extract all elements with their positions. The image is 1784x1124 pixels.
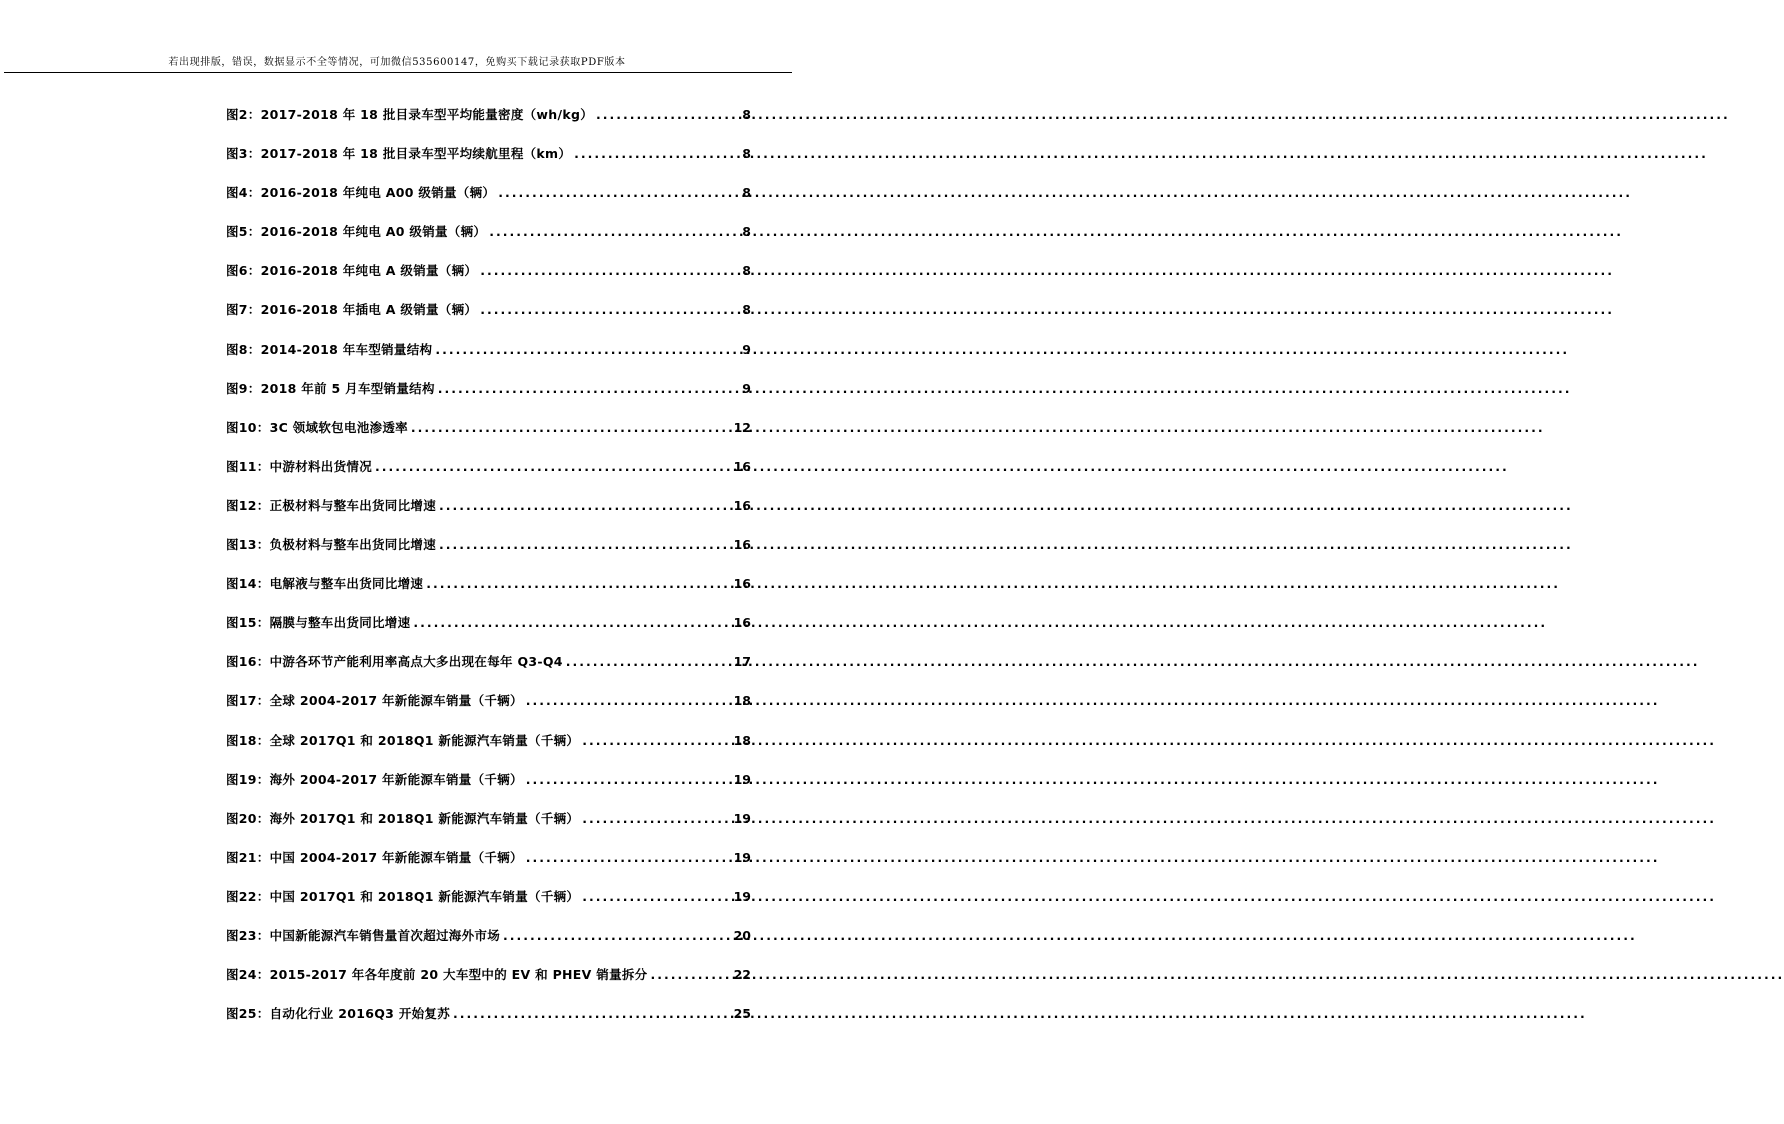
toc-entry-page: 19: [733, 849, 751, 865]
toc-entry-page: 20: [733, 927, 751, 943]
toc-entry[interactable]: [226, 183, 751, 222]
toc-entry-label: 图7：2016-2018 年插电 A 级销量（辆）: [226, 302, 478, 318]
toc-entry[interactable]: [226, 770, 751, 809]
toc-entry[interactable]: [226, 340, 751, 379]
toc-dot-leader: [582, 731, 730, 751]
toc-dot-leader: [582, 887, 730, 907]
toc-entry-page: 8: [742, 263, 751, 279]
toc-entry[interactable]: [226, 848, 751, 887]
toc-entry[interactable]: [226, 1004, 751, 1043]
toc-entry-label: 图10：3C 领域软包电池渗透率: [226, 419, 408, 435]
toc-dot-leader: [526, 691, 731, 711]
toc-dot-leader: [413, 613, 730, 633]
toc-entry-label: 图20：海外 2017Q1 和 2018Q1 新能源汽车销量（千辆）: [226, 810, 580, 826]
toc-entry-page: 16: [733, 615, 751, 631]
toc-entry-label: 图3：2017-2018 年 18 批目录车型平均续航里程（km）: [226, 146, 572, 162]
toc-entry-page: 16: [733, 537, 751, 553]
toc-entry-label: 图18：全球 2017Q1 和 2018Q1 新能源汽车销量（千辆）: [226, 732, 580, 748]
toc-dot-leader: [426, 574, 730, 594]
toc-dot-leader: [574, 144, 739, 164]
toc-entry-label: 图25：自动化行业 2016Q3 开始复苏: [226, 1006, 451, 1022]
table-of-figures: [226, 105, 751, 1043]
toc-dot-leader: [596, 105, 739, 125]
toc-entry[interactable]: [226, 105, 751, 144]
toc-entry-page: 9: [742, 380, 751, 396]
toc-entry-page: 8: [742, 302, 751, 318]
toc-entry[interactable]: [226, 691, 751, 730]
toc-entry[interactable]: [226, 926, 751, 965]
toc-entry-label: 图4：2016-2018 年纯电 A00 级销量（辆）: [226, 185, 496, 201]
toc-entry[interactable]: [226, 731, 751, 770]
toc-entry-label: 图13：负极材料与整车出货同比增速: [226, 537, 436, 553]
toc-entry-label: 图24：2015-2017 年各年度前 20 大车型中的 EV 和 PHEV 销量拆分: [226, 967, 648, 983]
toc-dot-leader: [489, 222, 739, 242]
toc-entry[interactable]: [226, 379, 751, 418]
toc-entry-label: 图15：隔膜与整车出货同比增速: [226, 615, 411, 631]
toc-entry-page: 19: [733, 771, 751, 787]
header-notice: 若出现排版，错误，数据显示不全等情况，可加微信535600147，免购买下载记录获取PDF版本: [168, 57, 626, 68]
toc-entry-page: 8: [742, 185, 751, 201]
toc-entry-label: 图2：2017-2018 年 18 批目录车型平均能量密度（wh/kg）: [226, 107, 593, 122]
toc-entry[interactable]: [226, 535, 751, 574]
toc-entry-page: 8: [742, 224, 751, 240]
toc-dot-leader: [439, 496, 731, 516]
toc-entry-page: 18: [733, 693, 751, 709]
toc-entry-label: 图11：中游材料出货情况: [226, 458, 372, 474]
toc-dot-leader: [526, 848, 731, 868]
toc-entry[interactable]: [226, 144, 751, 183]
toc-entry[interactable]: [226, 496, 751, 535]
toc-entry-page: 16: [733, 458, 751, 474]
toc-entry-label: 图22：中国 2017Q1 和 2018Q1 新能源汽车销量（千辆）: [226, 888, 580, 904]
toc-entry-label: 图6：2016-2018 年纯电 A 级销量（辆）: [226, 263, 478, 279]
toc-dot-leader: [582, 809, 730, 829]
toc-entry[interactable]: [226, 652, 751, 691]
toc-entry-label: 图12：正极材料与整车出货同比增速: [226, 497, 436, 513]
toc-entry-label: 图5：2016-2018 年纯电 A0 级销量（辆）: [226, 224, 487, 240]
toc-entry-page: 8: [742, 107, 751, 122]
toc-entry-page: 22: [733, 967, 751, 983]
toc-entry-label: 图17：全球 2004-2017 年新能源车销量（千辆）: [226, 693, 523, 709]
toc-entry-page: 8: [742, 146, 751, 162]
toc-dot-leader: [375, 457, 731, 477]
toc-dot-leader: [498, 183, 739, 203]
toc-entry-label: 图16：中游各环节产能利用率高点大多出现在每年 Q3-Q4: [226, 654, 563, 670]
toc-entry-label: 图23：中国新能源汽车销售量首次超过海外市场: [226, 927, 500, 943]
toc-entry[interactable]: [226, 418, 751, 457]
toc-entry[interactable]: [226, 574, 751, 613]
toc-entry-label: 图14：电解液与整车出货同比增速: [226, 576, 424, 592]
toc-entry-page: 18: [733, 732, 751, 748]
toc-entry[interactable]: [226, 261, 751, 300]
toc-entry-page: 19: [733, 888, 751, 904]
toc-dot-leader: [503, 926, 731, 946]
toc-dot-leader: [411, 418, 731, 438]
toc-entry-page: 9: [742, 341, 751, 357]
toc-entry[interactable]: [226, 809, 751, 848]
toc-entry-page: 16: [733, 497, 751, 513]
toc-entry-page: 12: [733, 419, 751, 435]
toc-entry-page: 25: [733, 1006, 751, 1022]
toc-entry[interactable]: [226, 887, 751, 926]
toc-entry[interactable]: [226, 222, 751, 261]
toc-dot-leader: [439, 535, 731, 555]
toc-entry[interactable]: [226, 613, 751, 652]
header-divider: [4, 72, 792, 73]
toc-entry-label: 图19：海外 2004-2017 年新能源车销量（千辆）: [226, 771, 523, 787]
toc-entry[interactable]: [226, 457, 751, 496]
toc-dot-leader: [438, 379, 740, 399]
toc-dot-leader: [435, 340, 739, 360]
toc-entry-label: 图8：2014-2018 年车型销量结构: [226, 341, 433, 357]
toc-dot-leader: [526, 770, 731, 790]
toc-entry-page: 19: [733, 810, 751, 826]
toc-dot-leader: [480, 261, 739, 281]
toc-entry-label: 图21：中国 2004-2017 年新能源车销量（千辆）: [226, 849, 523, 865]
toc-entry-page: 17: [733, 654, 751, 670]
toc-dot-leader: [453, 1004, 731, 1024]
toc-dot-leader: [566, 652, 731, 672]
toc-dot-leader: [650, 965, 730, 985]
toc-entry-label: 图9：2018 年前 5 月车型销量结构: [226, 380, 435, 396]
document-page: [0, 0, 794, 1124]
toc-dot-leader: [480, 300, 739, 320]
toc-entry-page: 16: [733, 576, 751, 592]
toc-entry[interactable]: [226, 965, 751, 1004]
toc-entry[interactable]: [226, 300, 751, 339]
